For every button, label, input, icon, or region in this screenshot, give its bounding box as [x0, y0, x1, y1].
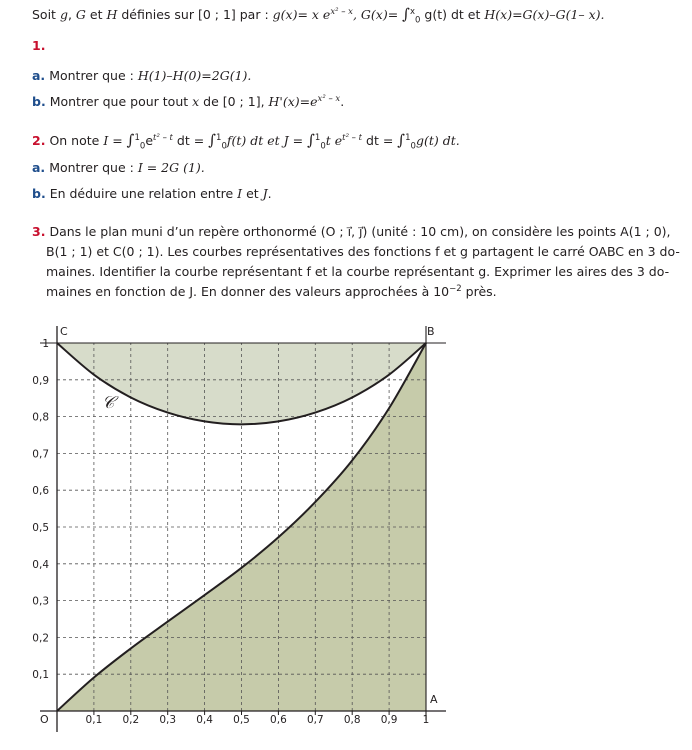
- q3-line2: B(1 ; 1) et C(0 ; 1). Les courbes représentatives des fonctions f et g partagent le carré OABC en 3 do-: [46, 244, 680, 259]
- q1-a: a. Montrer que : H(1)–H(0)=2G(1).: [32, 68, 252, 83]
- x-tick-label: 0,2: [122, 714, 140, 726]
- function-graph: [0, 300, 692, 750]
- q1-b: b. Montrer que pour tout x de [0 ; 1], $H'(x)=e^{x^2 - x}$.: [32, 93, 345, 109]
- x-tick-label: 0,3: [159, 714, 177, 726]
- q2-a: a. Montrer que : I = 2G (1).: [32, 160, 205, 175]
- y-tick-label: 0,2: [32, 632, 49, 645]
- y-tick-label: 0,6: [32, 485, 49, 498]
- q1-number: 1.: [32, 38, 46, 53]
- x-tick-label: 1: [422, 714, 430, 726]
- y-tick-label: 0,4: [32, 558, 49, 571]
- x-tick-label: 0,5: [233, 714, 250, 726]
- point-b-label: B: [427, 325, 435, 338]
- q2-statement: 2. On note $I = \int^1_0e^{t^2 - t}$ dt = ∫$^1_0$f(t) dt et J = ∫$^1_0$t $e^{t^2 - t}$ dt = ∫$^1_0$g(t) dt.: [32, 131, 460, 152]
- curve-label: 𝒞: [102, 393, 115, 413]
- y-tick-label: 0,5: [32, 522, 49, 534]
- x-tick-label: 0,8: [343, 714, 361, 726]
- intro-line: Soit g, G et H définies sur [0 ; 1] par : g(x)= x $e^{x^2 - x}$, G(x)= ∫$^x_0$ g(t) dt et H(x)=G(x)–G(1– x).: [32, 5, 605, 26]
- y-tick-label: 0,8: [32, 411, 49, 424]
- y-tick-label: 0,3: [32, 595, 49, 608]
- origin-label: O: [40, 713, 49, 726]
- point-c-label: C: [60, 325, 68, 338]
- q3-line4: maines en fonction de J. En donner des valeurs approchées à $10^{-2}$ près.: [46, 283, 497, 299]
- y-tick-label: 0,1: [32, 669, 49, 682]
- y-tick-label: 1: [42, 338, 49, 350]
- x-tick-label: 0,4: [196, 714, 213, 726]
- x-tick-label: 0,1: [85, 714, 103, 726]
- q2-b: b. En déduire une relation entre I et J.: [32, 186, 272, 201]
- y-tick-label: 0,7: [32, 448, 49, 461]
- x-tick-label: 0,6: [270, 714, 287, 726]
- q3-line3: maines. Identifier la courbe représentant f et la courbe représentant g. Exprimer les aires des 3 do-: [46, 264, 670, 279]
- x-tick-label: 0,9: [380, 714, 398, 726]
- q3-line1: 3. Dans le plan muni d’un repère orthonormé (O ; i⃗, j⃗) (unité : 10 cm), on considère les points A(1 ; 0),: [32, 224, 671, 239]
- y-tick-label: 0,9: [32, 374, 49, 387]
- point-a-label: A: [430, 693, 438, 706]
- x-tick-label: 0,7: [306, 714, 324, 726]
